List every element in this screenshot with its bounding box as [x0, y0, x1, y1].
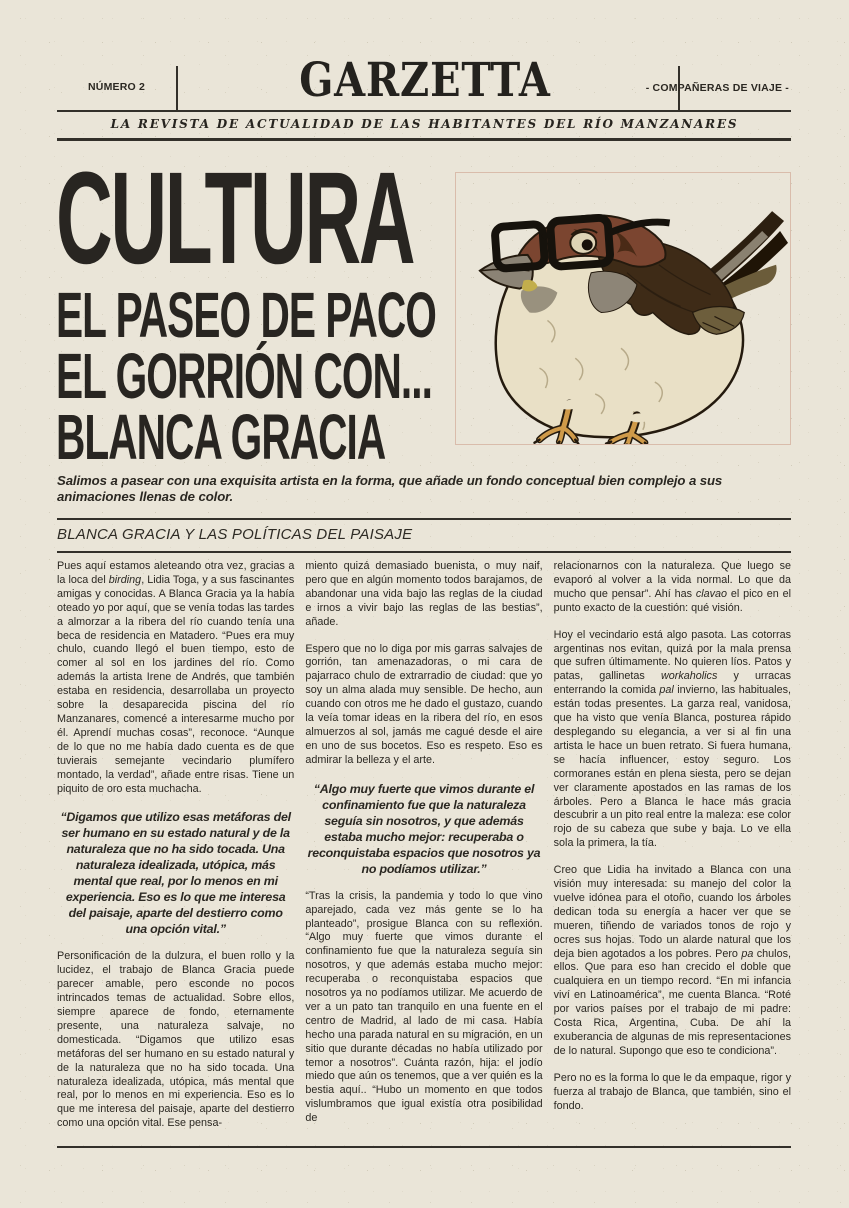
- headline-line-3: BLANCA GRACIA: [56, 401, 386, 473]
- paragraph: Pero no es la forma lo que le da empaque, rigor y fuerza al trabajo de Blanca, que también, sino el fondo.: [553, 1071, 791, 1112]
- bottom-rule: [57, 1146, 791, 1148]
- paragraph: Creo que Lidia ha invitado a Blanca con una visión muy interesada: su manejo del color la vuelve idónea para el otoño, cuando los árboles dedican toda su energía a hacer ver que se mueren, tiñendo de variados tonos de rojo y ocres sus hojas. Todo un alarde natural que los deja bien agotados a los pobres. Pero pa chulos, ellos. Que para eso han crecido el doble que cualquiera en un tiempo record. “En mi infancia viví en Latinoamérica”, me cuenta Blanca. “Roté por varios países por el trabajo de mi padre: Costa Rica, Argentina, Cuba. De ahí la exuberancia de algunas de mis representaciones de lo natural. Supongo que eso te condiciona”.: [553, 864, 791, 1057]
- headline-line-row: [56, 340, 456, 412]
- paragraph: Personificación de la dulzura, el buen rollo y la lucidez, el trabajo de Blanca Gracia puede parecer amable, pero esconde no pocos intrincados temas de actualidad. Sobre ellos, siempre aparece de fondo, eternamente presente, una naturaleza salvaje, no domesticada. “Digamos que utilizo esas metáforas del ser humano en su estado natural y de la naturaleza que no ha sido tocada. Una naturaleza idealizada, utópica, más mental que real, por lo menos en mi experiencia. Eso es lo que me interesa del paisaje, aparte del destierro como una opción vital. Ese pensa-: [57, 950, 295, 1130]
- paragraph: Hoy el vecindario está algo pasota. Las cotorras argentinas nos evitan, quizá por la mala prensa que sufren últimamente. No quieren líos. Patos y patas, gallinetas workaholics y urracas enterrando la comida pal invierno, las habituales, están todas presentes. La garza real, vanidosa, que ha visto que venía Blanca, posturea rápido desplegando su elegancia, a ver si al fin una artista le hace un buen retrato. Si fuera humana, se hacía influencer, estoy seguro. Los cormoranes están en plena siesta, pero se dejan ver claramente apostados en las ramas de los árboles. Pero a Blanca le hace más gracia descubrir a un pito real entre la maleza: ese color rojo de su cabeza que sube y baja. Lo ve ella sola la primera, la tía.: [553, 628, 791, 850]
- section-header: BLANCA GRACIA Y LAS POLÍTICAS DEL PAISAJE: [57, 526, 413, 543]
- paragraph: Pues aquí estamos aleteando otra vez, gracias a la loca del birding, Lidia Toga, y a sus fascinantes amigas y conocidas. A Blanca Gracia ya la había oteado yo por aquí, que se venía todas las tardes a almorzar a la ribera del río cuando tenía una beca de residencia en Matadero. “Pues era muy chulo, cuando llegó el buen tiempo, esto de comer al sol en los jardines del río. Como además la artista Irene de Andrés, que también estaba en residencia, desarrollaba un proyecto sobre la desaparecida piscina del río Manzanares, comencé a interesarme mucho por él. Aprendí muchas cosas”, reconoce. “Aunque de lo que no me había dado cuenta es de que tuvierais semejante vecindario plumífero montado, la verdad”, añade entre risas. Tiene un piquito de oro esta muchacha.: [57, 560, 295, 795]
- section-rule-bottom: [57, 551, 791, 553]
- paragraph: “Tras la crisis, la pandemia y todo lo que vino aparejado, cada vez más gente se lo ha planteado”, prosigue Blanca con su reflexión. “Algo muy fuerte que vimos durante el confinamiento fue que la naturaleza seguía sin nosotros, y que además estaba mucho mejor: recuperaba o reconquistaba espacios que nosotros ya no podíamos utilizar. Me acuerdo de ver a un pato tan tranquilo en una fuente en el centro de Madrid, al lado de mi casa. Había hecho una parada natural en su migración, en un sitio que durante décadas no había utilizado por temor a nosotros”. Cuánta razón, hija: el jodío miedo que aún os tenemos, que a ver quién es la bestia aquí.. “Hubo un momento en que todos vislumbramos que igual existía otra posibilidad de: [305, 889, 543, 1125]
- paragraph: miento quizá demasiado buenista, o muy naif, pero que en algún momento todos barajamos, de abandonar una vida bajo las reglas de la ciudad e irnos a vivir bajo las reglas de las bestias”, añade.: [305, 560, 543, 628]
- publication-title: [0, 53, 849, 108]
- headline-line-row: [56, 401, 456, 473]
- pull-quote: “Algo muy fuerte que vimos durante el confinamiento fue que la naturaleza seguía sin nosotros, y que además estaba mucho mejor: recuperaba o reconquistaba espacios que nosotros ya no podíamos utilizar.”: [307, 781, 541, 876]
- issue-number: NÚMERO 2: [88, 81, 146, 93]
- paragraph: Espero que no lo diga por mis garras salvajes de gorrión, tan amenazadoras, o mi cara de pajarraco chulo de extrarradio de ciudad: que yo soy un alma alada muy sensible. De hecho, aun cuando con otros me he dado el gustazo, cuando la veía tomar ideas en la ribera del río, en esos almuerzos al sol, jamás me cagué desde el aire en uno de sus bocetos. Eso es respeto. Eso es admirar la belleza y el arte.: [305, 642, 543, 766]
- article-columns: [57, 560, 791, 1144]
- masthead-subtitle: LA REVISTA DE ACTUALIDAD DE LAS HABITANTES DEL RÍO MANZANARES: [110, 117, 739, 131]
- headline-line-2: EL GORRIÓN CON...: [56, 340, 432, 412]
- masthead-rule-top: [57, 110, 791, 112]
- masthead-rule-bottom: [57, 138, 791, 141]
- pull-quote: “Digamos que utilizo esas metáforas del ser humano en su estado natural y de la naturaleza que no ha sido tocada. Una naturaleza idealizada, utópica, más mental que real, por lo menos en mi experiencia. Eso es lo que me interesa del paisaje, aparte del destierro como una opción vital.”: [60, 810, 291, 937]
- section-rule-top: [57, 518, 791, 520]
- masthead-motto: - COMPAÑERAS DE VIAJE -: [645, 82, 789, 94]
- headline-section: CULTURA: [56, 144, 414, 291]
- paragraph: relacionarnos con la naturaleza. Que luego se evaporó al volver a la vida normal. Lo que da mucho que pensar”. Ahí has clavao el pico en el punto exacto de la cuestión: qué visión.: [553, 560, 791, 614]
- sparrow-illustration-frame: [455, 172, 791, 445]
- headline-line-row: [56, 279, 456, 351]
- headline: [56, 144, 456, 473]
- headline-section-row: [56, 144, 456, 291]
- publication-title-text: GARZETTA: [298, 53, 551, 108]
- sparrow-with-glasses-illustration: [456, 173, 790, 444]
- lede: Salimos a pasear con una exquisita artista en la forma, que añade un fondo conceptual bien complejo a sus animaciones llenas de color.: [57, 473, 723, 504]
- headline-line-1: EL PASEO DE PACO: [56, 279, 436, 351]
- article-column-3: [554, 560, 791, 1144]
- article-column-1: [57, 560, 294, 1144]
- article-column-2: [305, 560, 542, 1144]
